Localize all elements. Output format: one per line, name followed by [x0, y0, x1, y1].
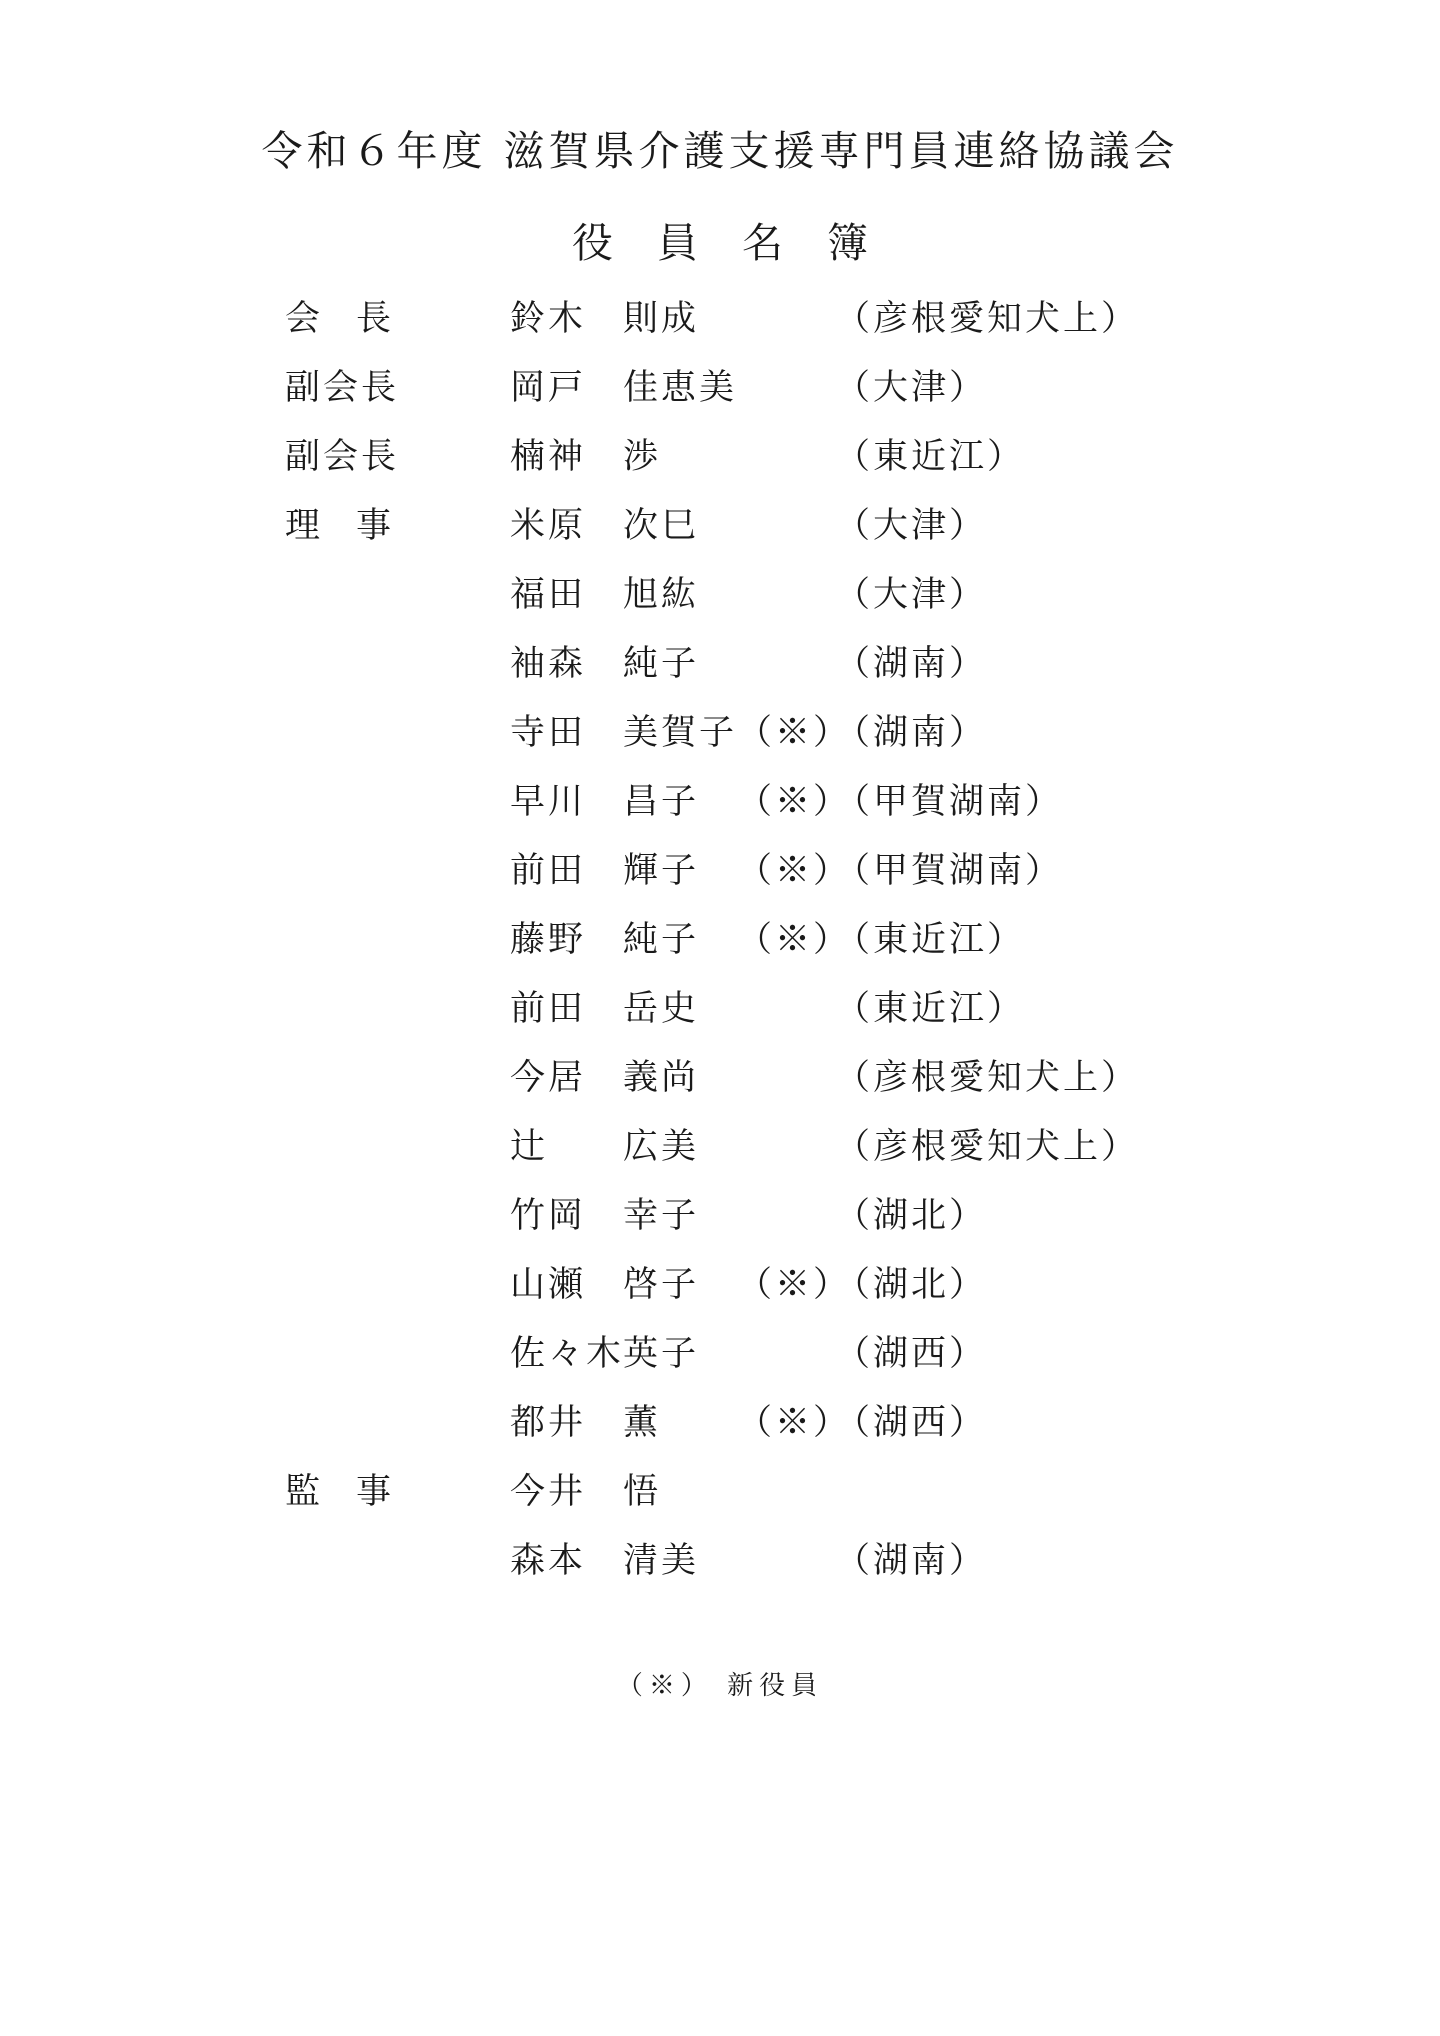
roster-row — [0, 423, 1440, 492]
page-title: 令和６年度 滋賀県介護支援専門員連絡協議会 — [261, 127, 1179, 175]
roster-row — [0, 1251, 1440, 1320]
new-officer-mark: （※） — [737, 1265, 852, 1305]
officer-roster — [0, 285, 1440, 1596]
role-label: 会長 — [285, 299, 428, 339]
role-label: 副会長 — [285, 437, 400, 477]
officer-surname: 福田 — [510, 575, 587, 615]
officer-area: （彦根愛知犬上） — [835, 299, 1140, 339]
roster-row — [0, 1044, 1440, 1113]
officer-given-name: 純子 — [623, 920, 700, 960]
roster-row — [0, 1527, 1440, 1596]
roster-row — [0, 1389, 1440, 1458]
roster-row — [0, 975, 1440, 1044]
officer-area: （湖南） — [835, 713, 988, 753]
officer-area: （湖南） — [835, 1541, 988, 1581]
officer-given-name: 渉 — [623, 437, 662, 477]
officer-given-name: 広美 — [623, 1127, 700, 1167]
officer-surname: 竹岡 — [510, 1196, 587, 1236]
officer-given-name: 啓子 — [623, 1265, 700, 1305]
officer-area: （大津） — [835, 368, 988, 408]
officer-surname: 今居 — [510, 1058, 587, 1098]
officer-given-name: 輝子 — [623, 851, 700, 891]
officer-area: （湖北） — [835, 1196, 988, 1236]
roster-row — [0, 1113, 1440, 1182]
officer-given-name: 則成 — [623, 299, 700, 339]
officer-area: （甲賀湖南） — [835, 851, 1064, 891]
role-label: 理事 — [285, 506, 428, 546]
new-officer-mark: （※） — [737, 713, 852, 753]
roster-row — [0, 354, 1440, 423]
new-officer-footnote: （※） 新役員 — [616, 1671, 824, 1701]
new-officer-mark: （※） — [737, 1403, 852, 1443]
new-officer-mark: （※） — [737, 920, 852, 960]
officer-surname: 袖森 — [510, 644, 587, 684]
officer-area: （湖西） — [835, 1403, 988, 1443]
officer-surname: 米原 — [510, 506, 587, 546]
officer-given-name: 義尚 — [623, 1058, 700, 1098]
officer-area: （彦根愛知犬上） — [835, 1058, 1140, 1098]
officer-given-name: 佳恵美 — [623, 368, 738, 408]
officer-given-name: 昌子 — [623, 782, 700, 822]
roster-row — [0, 906, 1440, 975]
officer-area: （東近江） — [835, 437, 1026, 477]
officer-surname: 辻 — [510, 1127, 549, 1167]
officer-area: （湖西） — [835, 1334, 988, 1374]
roster-row — [0, 1320, 1440, 1389]
officer-given-name: 幸子 — [623, 1196, 700, 1236]
officer-given-name: 美賀子 — [623, 713, 738, 753]
officer-surname: 山瀬 — [510, 1265, 587, 1305]
officer-surname: 寺田 — [510, 713, 587, 753]
officer-area: （湖南） — [835, 644, 988, 684]
officer-area: （大津） — [835, 575, 988, 615]
page-subtitle: 役員名簿 — [572, 219, 912, 267]
officer-surname: 前田 — [510, 989, 587, 1029]
officer-surname: 藤野 — [510, 920, 587, 960]
officer-surname: 楠神 — [510, 437, 587, 477]
new-officer-mark: （※） — [737, 851, 852, 891]
officer-surname: 鈴木 — [510, 299, 587, 339]
role-label: 副会長 — [285, 368, 400, 408]
officer-given-name: 次巳 — [623, 506, 700, 546]
officer-surname: 今井 — [510, 1472, 587, 1512]
officer-given-name: 薫 — [623, 1403, 662, 1443]
officer-given-name: 岳史 — [623, 989, 700, 1029]
roster-row — [0, 285, 1440, 354]
officer-given-name: 旭紘 — [623, 575, 700, 615]
roster-row — [0, 699, 1440, 768]
officer-given-name: 悟 — [623, 1472, 662, 1512]
officer-surname: 前田 — [510, 851, 587, 891]
officer-given-name: 英子 — [623, 1334, 700, 1374]
officer-surname: 都井 — [510, 1403, 587, 1443]
roster-row — [0, 630, 1440, 699]
officer-surname: 岡戸 — [510, 368, 587, 408]
officer-surname: 佐々木 — [510, 1334, 625, 1374]
officer-area: （甲賀湖南） — [835, 782, 1064, 822]
officer-given-name: 純子 — [623, 644, 700, 684]
officer-area: （彦根愛知犬上） — [835, 1127, 1140, 1167]
role-label: 監事 — [285, 1472, 428, 1512]
roster-row — [0, 1458, 1440, 1527]
officer-surname: 森本 — [510, 1541, 587, 1581]
officer-area: （東近江） — [835, 989, 1026, 1029]
officer-surname: 早川 — [510, 782, 587, 822]
officer-area: （湖北） — [835, 1265, 988, 1305]
roster-row — [0, 492, 1440, 561]
officer-area: （大津） — [835, 506, 988, 546]
roster-row — [0, 837, 1440, 906]
officer-given-name: 清美 — [623, 1541, 700, 1581]
roster-row — [0, 768, 1440, 837]
officer-area: （東近江） — [835, 920, 1026, 960]
new-officer-mark: （※） — [737, 782, 852, 822]
roster-row — [0, 561, 1440, 630]
roster-row — [0, 1182, 1440, 1251]
